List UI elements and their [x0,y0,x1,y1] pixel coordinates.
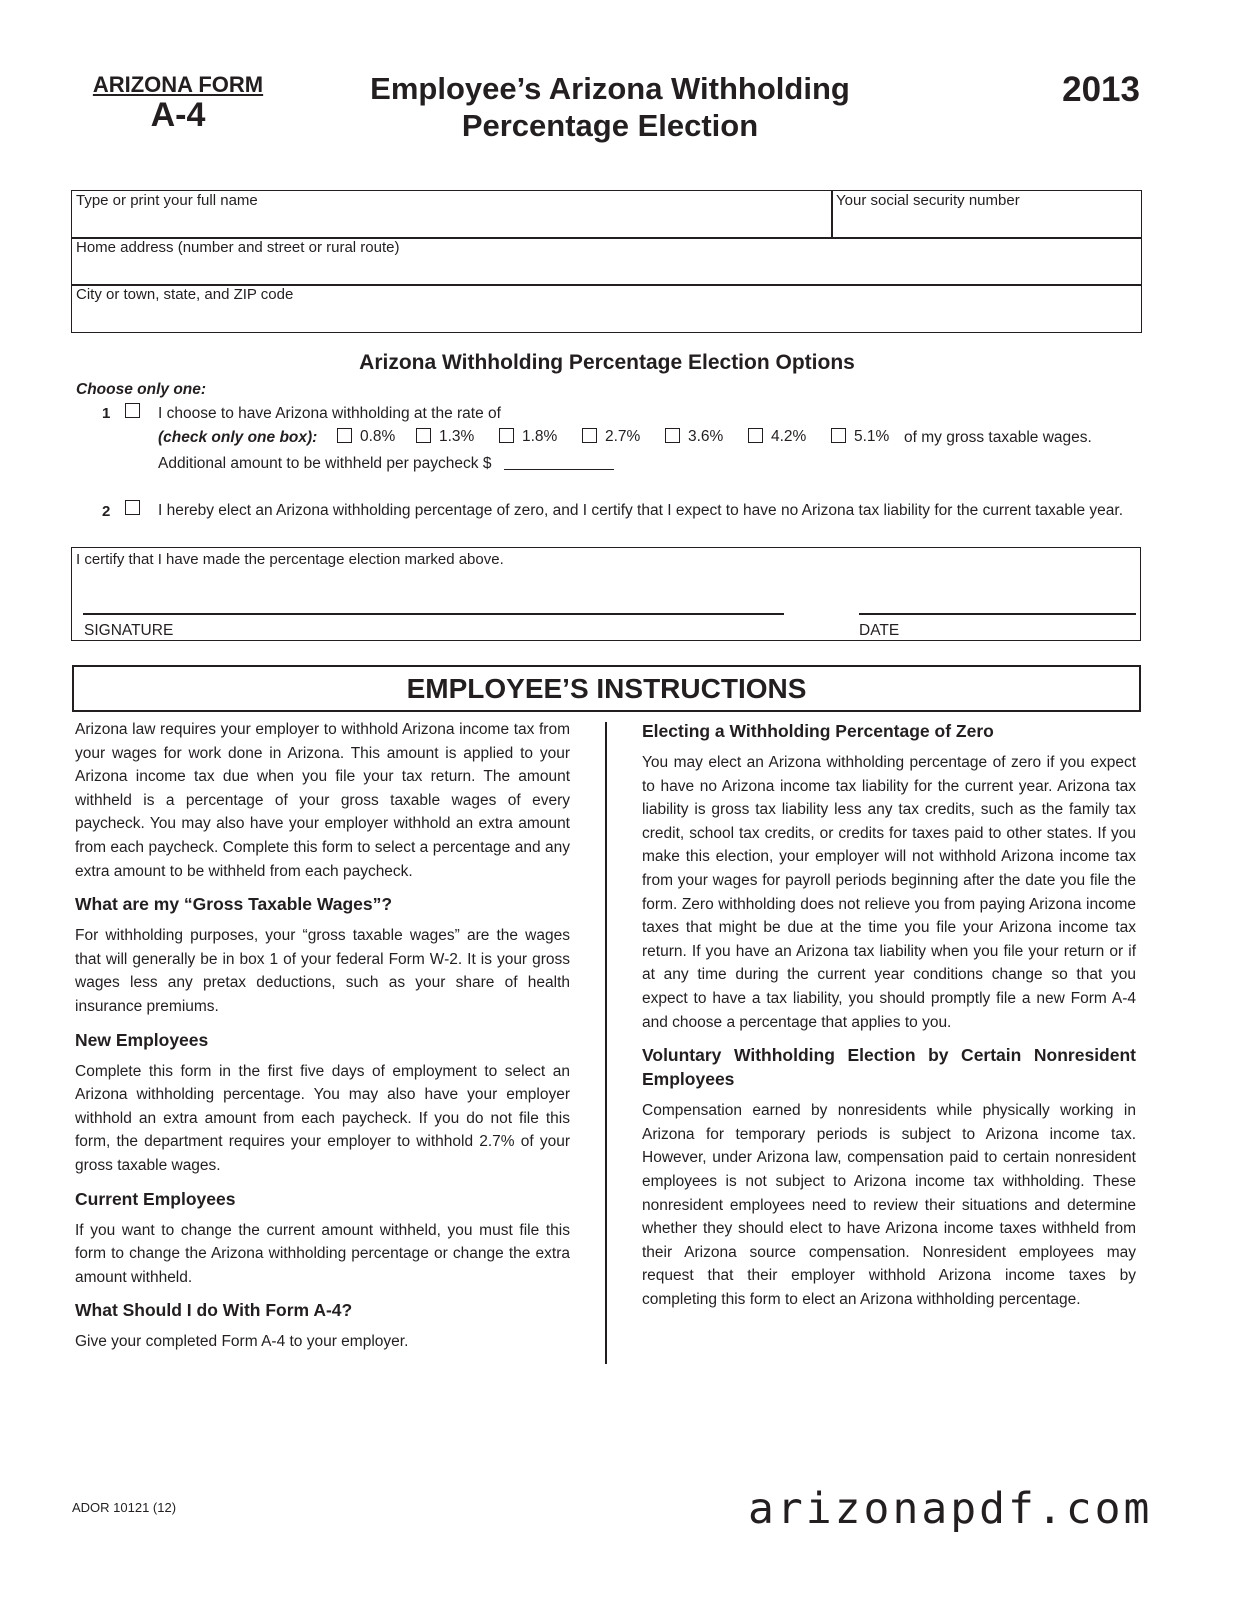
watermark: arizonapdf.com [748,1484,1153,1534]
date-line[interactable] [859,613,1136,615]
title-line-1: Employee’s Arizona Withholding [370,71,850,106]
zero-withholding-paragraph: You may elect an Arizona withholding percentage of zero if you expect to have no Arizona income tax liability for the current year. Arizona tax liability is gross tax liability less any tax credits, such as the family tax credit, school tax credits, or credits for taxes paid to other states. If you make this election, your employer will not withhold Arizona income tax from your wages for payroll periods beginning after the date you file the form. Zero withholding does not relieve you from paying Arizona income taxes that might be due at the time you file your Arizona income tax return. If you have an Arizona tax liability when you file your return or if at any time during the current year conditions change so that you expect to have a tax liability, you should promptly file a new Form A-4 and choose a percentage that applies to you. [642,754,1136,1031]
rate-checkbox[interactable] [499,428,514,443]
column-divider [605,722,607,1364]
form-label: ARIZONA FORM [92,72,264,97]
date-label: DATE [859,622,900,639]
gross-wages-heading: What are my “Gross Taxable Wages”? [75,894,393,915]
form-year: 2013 [1062,70,1140,109]
ssn-field-label: Your social security number [836,192,1020,209]
rate-label: 1.8% [522,428,558,445]
name-field[interactable] [73,212,829,236]
signature-line[interactable] [83,613,784,615]
page-title [330,70,890,144]
additional-amount-field[interactable] [504,469,614,470]
new-employees-heading: New Employees [75,1029,209,1050]
certify-text: I certify that I have made the percentage election marked above. [76,551,504,568]
address-field-label: Home address (number and street or rural route) [76,239,400,256]
additional-amount-label: Additional amount to be withheld per paycheck $ [158,455,492,472]
rate-checkbox[interactable] [337,428,352,443]
rate-label: 1.3% [439,428,475,445]
options-section-title: Arizona Withholding Percentage Election Options [359,351,855,374]
what-to-do-heading: What Should I do With Form A-4? [75,1300,353,1321]
signature-label: SIGNATURE [84,622,174,639]
current-employees-paragraph: If you want to change the current amount withheld, you must file this form to change the Arizona withholding percentage or change the extra amount withheld. [75,1221,570,1286]
name-field-label: Type or print your full name [76,192,258,209]
option-2-number: 2 [102,503,111,520]
title-line-2: Percentage Election [461,108,759,143]
option-1-text: I choose to have Arizona withholding at the rate of [158,405,501,422]
current-employees-heading: Current Employees [75,1188,236,1209]
check-one-box-label: (check only one box): [158,429,318,446]
rate-label: 0.8% [360,428,396,445]
rate-checkbox[interactable] [748,428,763,443]
rate-checkbox[interactable] [416,428,431,443]
ssn-field[interactable] [834,212,1139,236]
city-field[interactable] [73,306,1139,331]
gross-wages-paragraph: For withholding purposes, your “gross taxable wages” are the wages that will generally be in box 1 of your federal Form W-2. It is your gross wages less any pretax deductions, such as your share of health insurance premiums. [75,927,570,1015]
form-code: ADOR 10121 (12) [72,1500,177,1515]
voluntary-withholding-heading: Voluntary Withholding Election by Certain Nonresident Employees [642,1045,1136,1090]
instructions-right-column [642,719,1136,1320]
instructions-heading: EMPLOYEE’S INSTRUCTIONS [72,665,1141,712]
rate-label: 3.6% [688,428,724,445]
rate-label: 5.1% [854,428,890,445]
rate-label: 4.2% [771,428,807,445]
rate-checkbox[interactable] [582,428,597,443]
new-employees-paragraph: Complete this form in the first five days of employment to select an Arizona withholding percentage. You may also have your employer withhold an extra amount from each paycheck. If you do not file this form, the department requires your employer to withhold 2.7% of your gross taxable wages. [75,1062,570,1174]
rate-checkbox[interactable] [831,428,846,443]
of-gross-wages-text: of my gross taxable wages. [904,429,1092,446]
city-field-label: City or town, state, and ZIP code [76,286,294,303]
zero-withholding-heading: Electing a Withholding Percentage of Zero [642,721,994,741]
what-to-do-paragraph: Give your completed Form A-4 to your employer. [75,1333,409,1351]
instructions-left-column [75,718,570,1363]
voluntary-withholding-paragraph: Compensation earned by nonresidents while physically working in Arizona for temporary periods is subject to Arizona income tax. However, under Arizona law, compensation paid to certain nonresident employees is not subject to Arizona income tax withholding. These nonresident employees need to review their situations and determine whether they should elect to have Arizona income taxes withheld from their Arizona source compensation. Nonresident employees may request that their employer withhold Arizona income taxes by completing this form to elect an Arizona withholding percentage. [642,1102,1136,1308]
ssn-divider [831,190,833,238]
option-1-checkbox[interactable] [125,403,140,418]
rate-label: 2.7% [605,428,641,445]
option-2-text: I hereby elect an Arizona withholding percentage of zero, and I certify that I expect to have no Arizona tax liability for the current taxable year. [158,502,1124,519]
form-number: A-4 [150,96,206,134]
address-field[interactable] [73,259,1139,283]
choose-only-one: Choose only one: [76,381,207,398]
option-1-number: 1 [102,405,111,422]
intro-paragraph: Arizona law requires your employer to withhold Arizona income tax from your wages for work done in Arizona. This amount is applied to your Arizona income tax due when you file your tax return. The amount withheld is a percentage of your gross taxable wages of every paycheck. You may also have your employer withhold an extra amount from each paycheck. Complete this form to select a percentage and any extra amount to be withheld from each paycheck. [75,721,570,880]
option-2-checkbox[interactable] [125,500,140,515]
rate-checkbox[interactable] [665,428,680,443]
